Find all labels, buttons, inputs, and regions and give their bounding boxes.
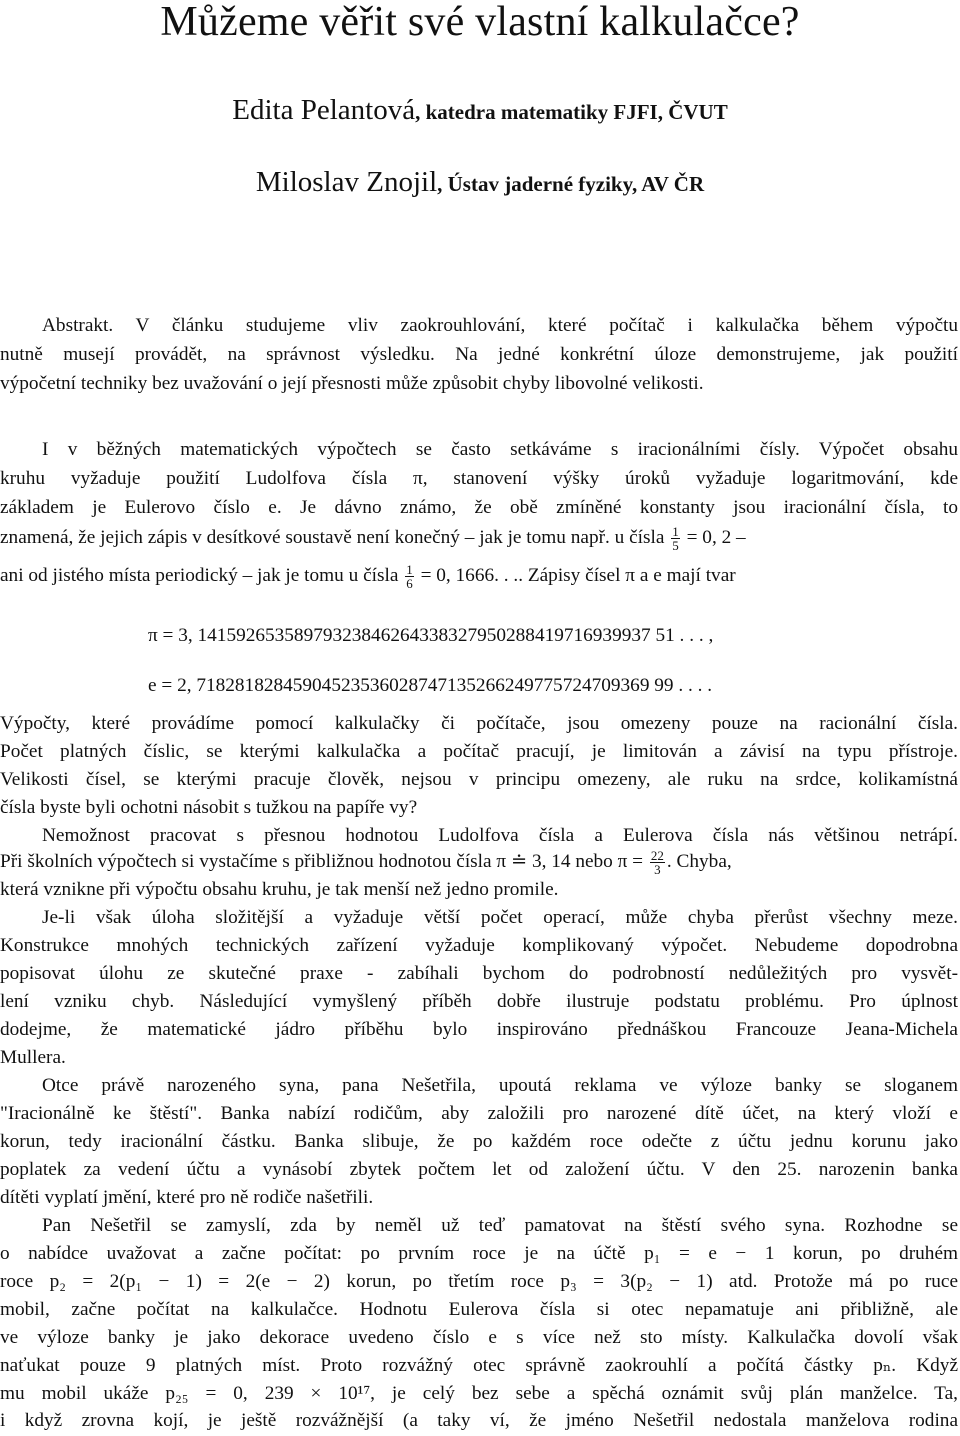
abstract-line: Abstrakt. V článku studujeme vliv zaokrouhlování, které počítač i kalkulačka během výpočtu <box>42 315 958 336</box>
body-line: mu mobil ukáže p₂₅ = 0, 239 × 10¹⁷, je celý bez sebe a spěchá oznámit svůj plán manželce. Ta, <box>0 1383 958 1404</box>
text: znamená, že jejich zápis v desítkové soustavě není konečný – jak je tomu např. u čísla <box>0 527 665 548</box>
body-line: roce p₂ = 2(p₁ − 1) = 2(e − 2) korun, po třetím roce p₃ = 3(p₂ − 1) atd. Protože má po ruce <box>0 1271 958 1292</box>
abstract-line: výpočetní techniky bez uvažování o její přesnosti může způsobit chyby libovolné velikosti. <box>0 373 704 394</box>
body-line: o nabídce uvažovat a začne počítat: po prvním roce je na účtě p₁ = e − 1 korun, po druhém <box>0 1243 958 1264</box>
paper-title: Můžeme věřit své vlastní kalkulačce? <box>160 0 800 45</box>
body-line: Velikosti čísel, se kterými pracuje člověk, nejsou v principu omezeny, ale ruku na srdce, kolikamístná <box>0 769 958 790</box>
denominator: 6 <box>406 576 413 592</box>
body-line: základem je Eulerovo číslo e. Je dávno známo, že obě zmíněné konstanty jsou iracionální čísla, to <box>0 497 958 518</box>
body-line: Konstrukce mnohých technických zařízení vyžaduje komplikovaný výpočet. Nebudeme dopodrobna <box>0 935 958 956</box>
body-line: I v běžných matematických výpočtech se často setkáváme s iracionálními čísly. Výpočet obsahu <box>42 439 958 460</box>
fraction <box>671 525 680 552</box>
body-line: kruhu vyžaduje použití Ludolfova čísla π, stanovení výšky úroků vyžaduje logaritmování, kde <box>0 468 958 489</box>
body-line: popisovat úlohu ze skutečné praxe - zabíhali bychom do podrobností nedůležitých pro vysvět- <box>0 963 958 984</box>
abstract-line: nutně musejí provádět, na správnost výsledku. Na jedné konkrétní úloze demonstrujeme, jak použití <box>0 344 958 365</box>
body-line: Mullera. <box>0 1047 66 1068</box>
body-line: Počet platných číslic, se kterými kalkulačka a počítač pracují, je limitován a závisí na typu přístroje. <box>0 741 958 762</box>
author-affiliation: , katedra matematiky FJFI, ČVUT <box>415 100 728 124</box>
body-line-with-fraction <box>0 558 736 594</box>
body-line: "Iracionálně ke štěstí". Banka nabízí rodičům, aby založili pro narozené dítě účet, na který vloží e <box>0 1103 958 1124</box>
fraction <box>650 849 665 876</box>
author-name: Edita Pelantová <box>232 94 416 126</box>
numerator: 1 <box>406 562 413 578</box>
text: ani od jistého místa periodický – jak je tomu u čísla <box>0 565 399 586</box>
body-line: která vznikne při výpočtu obsahu kruhu, je tak menší než jedno promile. <box>0 879 559 900</box>
body-line-with-fraction <box>0 520 746 556</box>
e-expansion-equation: e = 2, 71828182845904523536028747135266249775724709369 99 . . . . <box>148 675 713 696</box>
body-line: dítěti vyplatí jmění, které pro ně rodiče našetřili. <box>0 1187 374 1208</box>
body-line: mobil, začne počítat na kalkulačce. Hodnotu Eulerova čísla si otec nepamatuje ani přibližně, ale <box>0 1299 958 1320</box>
author-affiliation: , Ústav jaderné fyziky, AV ČR <box>437 172 705 196</box>
body-line: i když zrovna kojí, je ještě rozvážnější (a taky ví, že jméno Nešetřil nedostala manželova rodina <box>0 1410 958 1431</box>
body-line: ve výloze banky je jako dekorace uvedeno číslo e s více než sto místy. Kalkulačka dovolí však <box>0 1327 958 1348</box>
fraction <box>405 563 414 590</box>
denominator: 5 <box>672 538 679 554</box>
pi-expansion-equation: π = 3, 14159265358979323846264338327950288419716939937 51 . . . , <box>148 625 714 646</box>
denominator: 3 <box>654 862 661 878</box>
body-line: korun, tedy iracionální částku. Banka slibuje, že po každém roce odečte z účtu jednu korunu jako <box>0 1131 958 1152</box>
body-line: poplatek za vedení účtu a vynásobí zbytek počtem let od založení účtu. V den 25. narozenin banka <box>0 1159 958 1180</box>
body-line: Výpočty, které provádíme pomocí kalkulačky či počítače, jsou omezeny pouze na racionální čísla. <box>0 713 958 734</box>
body-line-with-fraction <box>0 844 958 880</box>
body-line: Otce právě narozeného syna, pana Nešetřila, upoutá reklama ve výloze banky se sloganem <box>42 1075 958 1096</box>
text: Při školních výpočtech si vystačíme s přibližnou hodnotou čísla π ≐ 3, 14 nebo π = <box>0 851 644 872</box>
body-line: Pan Nešetřil se zamyslí, zda by neměl už teď pamatovat na štěstí svého syna. Rozhodne se <box>42 1215 958 1236</box>
body-line: Nemožnost pracovat s přesnou hodnotou Ludolfova čísla a Eulerova čísla nás většinou netrápí. <box>42 825 958 846</box>
author-2 <box>0 166 960 199</box>
body-line: naťukat pouze 9 platných míst. Proto rozvážný otec správně zaokrouhlí a počítá částky pₙ. Když <box>0 1355 958 1376</box>
body-line: dodejme, že matematické jádro příběhu bylo inspirováno přednáškou Francouze Jeana-Michela <box>0 1019 958 1040</box>
body-line: lení vzniku chyb. Následující vymyšlený příběh dobře ilustruje podstatu problému. Pro úplnost <box>0 991 958 1012</box>
numerator: 22 <box>650 848 664 864</box>
text: = 0, 1666. . .. Zápisy čísel π a e mají tvar <box>420 565 736 586</box>
text: . Chyba, <box>666 851 732 872</box>
text: = 0, 2 – <box>686 527 746 548</box>
numerator: 1 <box>672 524 679 540</box>
author-name: Miloslav Znojil <box>255 166 438 198</box>
body-line: Je-li však úloha složitější a vyžaduje větší počet operací, může chyba přerůst všechny meze. <box>42 907 958 928</box>
author-1 <box>0 94 960 127</box>
body-line: čísla byste byli ochotni násobit s tužkou na papíře vy? <box>0 797 418 818</box>
